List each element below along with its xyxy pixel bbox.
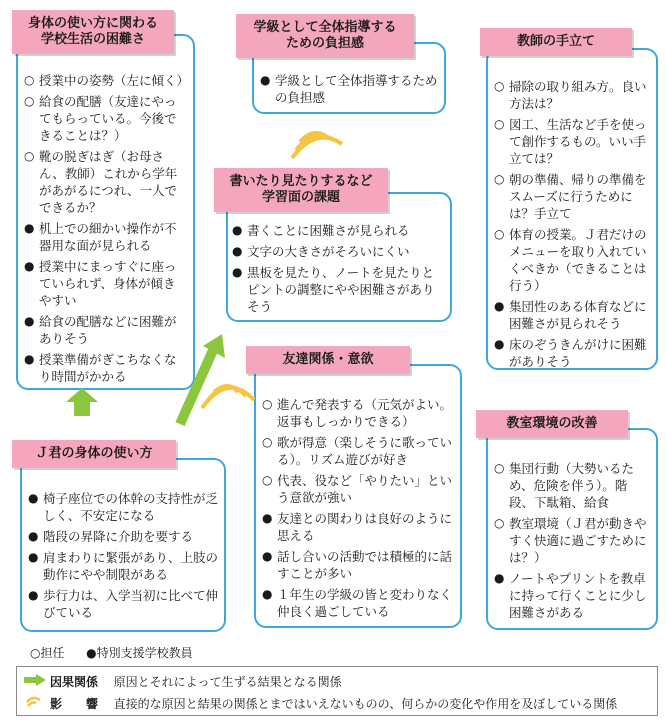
shien-marker: ●: [24, 352, 35, 366]
tannin-marker: ○: [24, 149, 35, 163]
list-item-text: 集団性のある体育などに困難さが見られそう: [509, 299, 647, 331]
list-item: [28, 549, 220, 583]
influence-wave-top: [292, 133, 342, 158]
list-item-text: ノートやプリントを教卓に持って行くことに少し困難さがある: [509, 571, 647, 620]
list-item: [262, 472, 456, 506]
list-teacher-method: [494, 78, 650, 374]
key-shien: ●特別支援学校教員: [86, 646, 193, 660]
list-item-text: １年生の学級の皆と変わりなく仲良く過ごしている: [277, 587, 453, 619]
tag-writing-seeing: 書いたり見たりするなど 学習面の課題: [214, 168, 388, 212]
shien-marker: ●: [494, 337, 505, 351]
shien-marker: ●: [494, 299, 505, 313]
tag-classroom-env: 教室環境の改善: [476, 410, 628, 438]
list-item-text: 体育の授業。Ｊ君だけのメニューを取り入れていくべきか（できることは行う）: [509, 227, 647, 293]
list-body-school: [24, 72, 190, 389]
list-item-text: 椅子座位での体幹の支持性が乏しく、不安定になる: [43, 491, 219, 523]
list-item-text: 授業中の姿勢（左に傾く）: [39, 73, 190, 88]
tannin-marker: ○: [24, 94, 35, 108]
shien-marker: ●: [262, 587, 273, 601]
list-item: [262, 396, 456, 430]
list-item: [262, 548, 456, 582]
list-item-text: 集団行動（大勢いるため、危険を伴う）。階段、下駄箱、給食: [509, 461, 635, 510]
list-item: [24, 313, 186, 347]
tannin-marker: ○: [24, 73, 35, 87]
list-item-text: 歩行力は、入学当初に比べて伸びている: [43, 588, 219, 620]
list-item: [232, 264, 444, 315]
list-item: [494, 336, 650, 370]
list-item: [494, 78, 650, 112]
list-item: [494, 116, 650, 167]
shien-marker: ●: [494, 571, 505, 585]
list-item: [494, 226, 650, 294]
tannin-marker: ○: [494, 172, 505, 186]
list-classroom-env: [494, 460, 652, 625]
list-item: [24, 220, 186, 254]
list-item: [494, 570, 652, 621]
tag-teacher-method: 教師の手立て: [480, 28, 632, 56]
list-item-text: 朝の準備、帰りの準備をスムーズに行うためには？手立て: [509, 172, 647, 221]
tannin-marker: ○: [262, 435, 273, 449]
list-item: [494, 298, 650, 332]
tannin-marker: ○: [494, 227, 505, 241]
list-item-text: 机上での細かい操作が不器用な面が見られる: [39, 221, 177, 253]
tag-class-burden: 学級として全体指導する ための負担感: [236, 14, 414, 58]
shien-marker: ●: [24, 259, 35, 273]
list-item-text: 書くことに困難さが見られる: [247, 223, 410, 238]
list-item: [260, 72, 440, 106]
list-item-text: 文字の大きさがそろいにくい: [247, 244, 410, 259]
list-item-text: 話し合いの活動では積極的に話すことが多い: [277, 549, 453, 581]
list-item-text: 授業準備がぎこちなくなり時間がかかる: [39, 352, 177, 384]
list-item: [494, 171, 650, 222]
shien-marker: ●: [28, 550, 39, 564]
shien-marker: ●: [24, 221, 35, 235]
list-item-text: 図工、生活など手を使って創作するもの。いい手立ては？: [509, 117, 647, 166]
list-item: [24, 148, 186, 216]
shien-marker: ●: [24, 314, 35, 328]
shien-marker: ●: [260, 73, 271, 87]
list-item-text: 階段の昇降に介助を要する: [43, 529, 194, 544]
list-class-burden: [260, 72, 440, 110]
legend-influence-icon: [24, 693, 46, 709]
list-item: [28, 490, 220, 524]
list-item-text: 掃除の取り組み方。良い方法は？: [509, 79, 647, 111]
list-item-text: 給食の配膳などに困難がありそう: [39, 314, 177, 346]
list-item: [494, 515, 652, 566]
list-friends: [262, 396, 456, 624]
tag-j-body: Ｊ君の身体の使い方: [12, 440, 176, 468]
list-item: [28, 528, 220, 545]
tag-body-school: 身体の使い方に関わる 学校生活の困難さ: [12, 10, 174, 54]
list-item-text: 歌が得意（楽しそうに歌っている）。リズム遊びが好き: [277, 435, 453, 467]
legend-influence-label: 影 響: [50, 697, 99, 711]
tannin-marker: ○: [494, 117, 505, 131]
list-item-text: 床のぞうきんがけに困難がありそう: [509, 337, 647, 369]
tannin-marker: ○: [494, 79, 505, 93]
shien-marker: ●: [28, 491, 39, 505]
list-item-text: 給食の配膳（友達にやってもらっている。今後できることは？）: [39, 94, 177, 143]
list-item-text: 教室環境（Ｊ君が動きやすく快適に過ごすためには？）: [509, 516, 647, 565]
list-item: [494, 460, 652, 511]
legend-causal-arrow-icon: [24, 674, 46, 686]
legend-influence-desc: 直接的な原因と結果の関係とまではいえないものの、何らかの変化や作用を及ぼしている関係: [113, 697, 618, 711]
list-item: [24, 351, 186, 385]
influence-wave-mid: [202, 386, 254, 408]
shien-marker: ●: [262, 511, 273, 525]
list-item-text: 友達との関わりは良好のように思える: [277, 511, 453, 543]
list-item: [232, 222, 444, 239]
list-item-text: 代表、役など「やりたい」という意欲が強い: [277, 473, 453, 505]
legend-causal-label: 因果関係: [50, 675, 99, 689]
tannin-marker: ○: [262, 473, 273, 487]
list-item: [24, 258, 186, 309]
shien-marker: ●: [232, 223, 243, 237]
list-item: [262, 434, 456, 468]
list-item: [262, 586, 456, 620]
list-item-text: 黒板を見たり、ノートを見たりとピントの調整にやや困難さがありそう: [247, 265, 435, 314]
list-item-text: 学級として全体指導するための負担感: [275, 73, 438, 105]
key-tannin: ○担任: [30, 646, 65, 660]
list-j-body: [28, 490, 220, 625]
list-writing-seeing: [232, 222, 444, 319]
shien-marker: ●: [232, 265, 243, 279]
list-item: [24, 72, 190, 89]
tannin-marker: ○: [494, 516, 505, 530]
tannin-marker: ○: [494, 461, 505, 475]
shien-marker: ●: [262, 549, 273, 563]
list-item: [28, 587, 220, 621]
marker-key: [30, 644, 193, 661]
list-item-text: 授業中にまっすぐに座っていられず、身体が傾きやすい: [39, 259, 177, 308]
shien-marker: ●: [28, 529, 39, 543]
causal-arrow-up: [66, 388, 98, 416]
list-item-text: 肩まわりに緊張があり、上肢の動作にやや制限がある: [43, 550, 219, 582]
tag-friends: 友達関係・意欲: [246, 346, 410, 374]
list-item: [262, 510, 456, 544]
shien-marker: ●: [28, 588, 39, 602]
legend-causal-desc: 原因とそれによって生ずる結果となる関係: [113, 675, 342, 689]
tannin-marker: ○: [262, 397, 273, 411]
list-item: [24, 93, 186, 144]
list-item-text: 靴の脱ぎはぎ（お母さん、教師）これから学年があがるにつれ、一人でできるか？: [39, 149, 178, 215]
list-item: [232, 243, 444, 260]
list-item-text: 進んで発表する（元気がよい。返事もしっかりできる）: [277, 397, 453, 429]
shien-marker: ●: [232, 244, 243, 258]
